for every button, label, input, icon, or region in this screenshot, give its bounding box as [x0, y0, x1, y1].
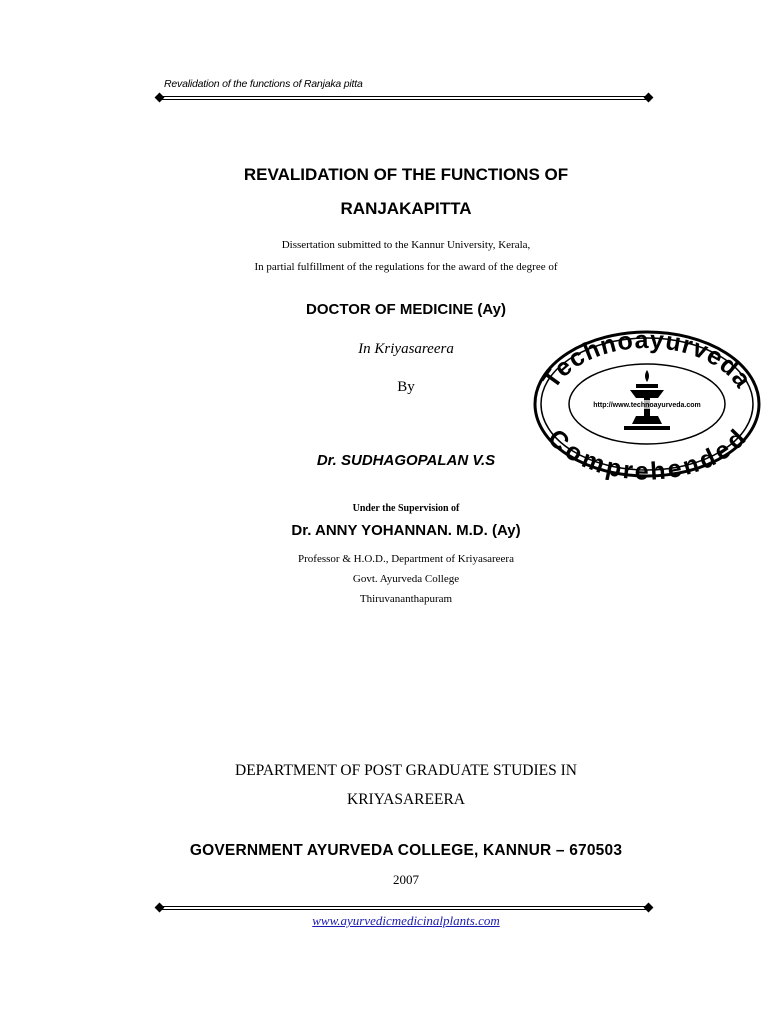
supervisor-college: Govt. Ayurveda College [352, 573, 460, 585]
department-line-1: DEPARTMENT OF POST GRADUATE STUDIES IN [235, 762, 577, 779]
submission-line-2: In partial fulfillment of the regulations for the award of the degree of [254, 261, 558, 273]
by-label: By [397, 379, 415, 395]
department-line-2: KRIYASAREERA [347, 791, 465, 808]
subject-name: In Kriyasareera [358, 341, 454, 357]
header-double-rule [156, 93, 652, 103]
supervisor-designation: Professor & H.O.D., Department of Kriyasareera [298, 553, 514, 565]
submission-line-1: Dissertation submitted to the Kannur University, Kerala, [281, 239, 531, 251]
degree-name: DOCTOR OF MEDICINE (Ay) [305, 301, 506, 318]
thesis-title-line-1: REVALIDATION OF THE FUNCTIONS OF [243, 165, 569, 184]
year: 2007 [393, 872, 419, 887]
footer-website-link[interactable]: www.ayurvedicmedicinalplants.com [312, 913, 500, 928]
supervisor-name: Dr. ANNY YOHANNAN. M.D. (Ay) [291, 522, 521, 539]
technoayurveda-stamp [532, 328, 762, 480]
stamp-top-text: Technoayurveda [536, 328, 758, 394]
supervisor-city: Thiruvananthapuram [359, 593, 453, 605]
author-name: Dr. SUDHAGOPALAN V.S [316, 452, 496, 469]
thesis-title-line-2: RANJAKAPITTA [340, 199, 472, 218]
institution-name: GOVERNMENT AYURVEDA COLLEGE, KANNUR – 670503 [189, 842, 623, 859]
stamp-seal-icon [532, 328, 762, 480]
supervision-label: Under the Supervision of [352, 503, 460, 514]
running-header: Revalidation of the functions of Ranjaka pitta [164, 78, 363, 90]
svg-text:Comprehended [542, 424, 752, 480]
svg-text:Technoayurveda [537, 328, 757, 394]
stamp-bottom-text: Comprehended [542, 423, 753, 480]
stamp-url-text: http://www.technoayurveda.com [593, 402, 701, 409]
